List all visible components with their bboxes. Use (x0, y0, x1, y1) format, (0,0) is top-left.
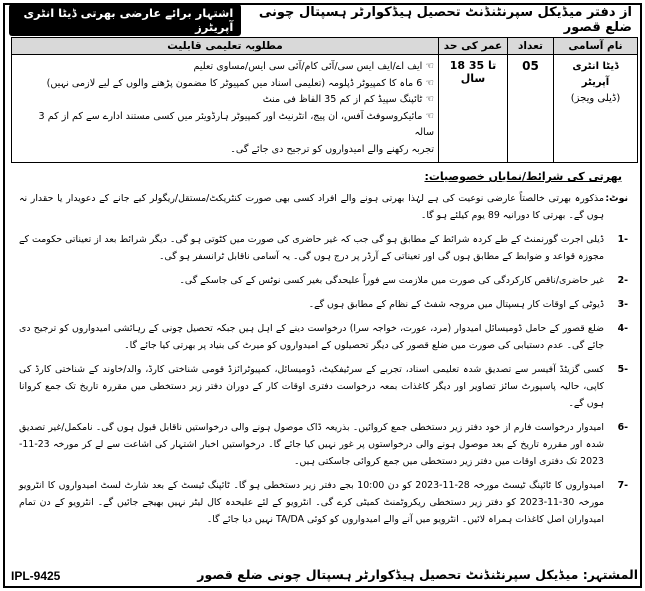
header-age-limit: عمر کی حد (439, 38, 508, 55)
qualification-item: تجربہ رکھنے والے امیدواروں کو ترجیح دی جائے گی۔ (230, 143, 434, 155)
note-item (19, 477, 628, 528)
note-text: غیر حاضری/ناقص کارکردگی کی صورت میں ملازمت سے فوراً علیحدگی بغیر کسی نوٹس کے کی جاسکے گی۔ (179, 275, 604, 286)
advertisement-header (9, 5, 638, 35)
header-title: از دفتر میڈیکل سپرنٹنڈنٹ تحصیل ہیڈکوارٹر ہسپتال چونی ضلع قصور (258, 5, 632, 35)
note-number: -2 (617, 275, 628, 286)
note-text: کسی گزیٹڈ آفیسر سے تصدیق شدہ تعلیمی اسناد، تجربے کے سرٹیفکیٹ، ڈومیسائل، کمپیوٹرائزڈ قومی شناختی کارڈ، والد/خاوند کے شناختی کارڈ کی کاپی، حالیہ پاسپورٹ سائز تصاویر اور دیگر کاغذات بمعہ درخواست دفتری اوقات کار کے دوران دفتر زیر دستخطی میں مقررہ تاریخ تک جمع کروانا ہوں گے۔ (19, 364, 604, 409)
qualification-item: ☜ ایف اے/ایف ایس سی/آئی کام/آئی سی ایس/مساوی تعلیم (193, 61, 434, 72)
qualification-item: ☜ ٹائپنگ سپیڈ کم از کم 35 الفاظ فی منٹ (262, 94, 434, 105)
section-title: بھرتی کی شرائط/نمایاں خصوصیات: (424, 170, 622, 183)
qualification-cell (12, 55, 439, 163)
advertiser-text: المشتہر: میڈیکل سپرنٹنڈنٹ تحصیل ہیڈکوارٹر ہسپتال چونی ضلع قصور (197, 567, 638, 582)
note-text: امیدوار درخواست فارم از خود دفتر زیر دستخطی جمع کروائیں۔ بذریعہ ڈاک موصول ہونے والی درخواستیں ناقابل قبول ہوں گی۔ نامکمل/غیر تصدیق شدہ اور مقررہ تاریخ کے بعد موصول ہونے والی درخواستوں پر غور نہیں کیا جائے گا۔ درخواستیں اخبار اشتہار کی اشاعت سے لے کر مورخہ 23-11-2023 تک دفتری اوقات میں دفتر زیر دستخطی میں جمع کروائی جاسکتی ہیں۔ (19, 422, 604, 467)
header-post-name: نام آسامی (554, 38, 638, 55)
qualification-item: ☜ 6 ماہ کا کمپیوٹر ڈپلومہ (تعلیمی اسناد میں کمپیوٹر کا مضمون پڑھنے والوں کے لیے لازمی نہیں) (46, 77, 434, 89)
table-header-row (12, 38, 638, 55)
age-cell: 18 تا 35 سال (439, 55, 508, 163)
note-number: -1 (617, 234, 628, 245)
advertisement-page (3, 3, 642, 588)
note-item (19, 320, 628, 354)
conditions-list (19, 190, 628, 535)
qualification-item: ☜ مائیکروسوفٹ آفس، ان پیج، انٹرنیٹ اور کمپیوٹر ہارڈویئر میں کسی مستند ادارے سے کم از کم 3 سالہ (38, 110, 434, 138)
note-item (19, 231, 628, 265)
advertiser-footer (11, 567, 638, 587)
note-text: ضلع قصور کے حامل ڈومیسائل امیدوار (مرد، عورت، خواجہ سرا) درخواست دینے کے اہل ہیں جبکہ تحصیل چونی کے رہائشی امیدواروں کو ترجیح دی جائے گی۔ عدم دستیابی کی صورت میں ضلع قصور کی دیگر تحصیلوں کے امیدواروں کو میرٹ کی بنیاد پر بھرتی کیا جائے گا۔ (19, 323, 604, 351)
note-number: نوٹ: (605, 193, 628, 204)
job-table (11, 37, 638, 163)
note-text: ڈیلی اجرت گورنمنٹ کے طے کردہ شرائط کے مطابق ہو گی جب کہ غیر حاضری کی صورت میں کٹوتی ہو گی۔ دیگر شرائط بعد از تعیناتی حکومت کے مجوزہ قواعد و ضوابط کے مطابق ہوں گی اور تعیناتی کے آرڈر پر درج ہوں گی۔ یہ آسامی ناقابل ٹرانسفر ہو گی۔ (19, 234, 604, 262)
note-item (19, 190, 628, 224)
note-text: مذکورہ بھرتی خالصتاً عارضی نوعیت کی ہے لہٰذا بھرتی ہونے والے افراد کسی بھی صورت کنٹریکٹ/مستقل/ریگولر کیے جانے کے دعویدار یا حقدار نہ ہوں گے۔ بھرتی کا دورانیہ 89 یوم کیلئے ہو گا۔ (19, 193, 604, 221)
header-count: تعداد (508, 38, 554, 55)
ad-code: IPL-9425 (11, 569, 61, 583)
note-text: امیدواروں کا ٹائپنگ ٹیسٹ مورخہ 28-11-2023 کو دن 10:00 بجے دفتر زیر دستخطی ہو گا۔ ٹائپنگ ٹیسٹ کے بعد شارٹ لسٹ امیدواروں کا انٹرویو مورخہ 30-11-2023 کو دفتر زیر دستخطی ریکروٹمنٹ کمیٹی کرے گی۔ انٹرویو کے لئے علیحدہ کال لیٹر نہیں بھیجے جائیں گے۔ انٹرویو کے دن تمام امیدواران اصل کاغذات ہمراہ لائیں۔ انٹرویو میں آنے والے امیدواروں کو کوئی TA/DA نہیں دیا جائے گا۔ (19, 480, 604, 525)
table-row (12, 55, 638, 163)
note-number: -5 (617, 364, 628, 375)
note-number: -6 (617, 422, 628, 433)
note-item (19, 272, 628, 289)
note-item (19, 296, 628, 313)
note-number: -4 (617, 323, 628, 334)
header-banner: اشتہار برائے عارضی بھرتی ڈیٹا انٹری آپریٹرز (9, 4, 241, 36)
note-item (19, 419, 628, 470)
count-cell: 05 (508, 55, 554, 163)
post-cell (554, 55, 638, 163)
note-number: -3 (617, 299, 628, 310)
post-name: ڈیٹا انٹری آپریٹر (572, 61, 619, 88)
note-item (19, 361, 628, 412)
note-text: ڈیوٹی کے اوقات کار ہسپتال میں مروجہ شفٹ کے نظام کے مطابق ہوں گے۔ (308, 299, 604, 310)
note-number: -7 (617, 480, 628, 491)
post-note: (ڈیلی ویجز) (570, 93, 621, 104)
header-qualification: مطلوبہ تعلیمی قابلیت (12, 38, 439, 55)
